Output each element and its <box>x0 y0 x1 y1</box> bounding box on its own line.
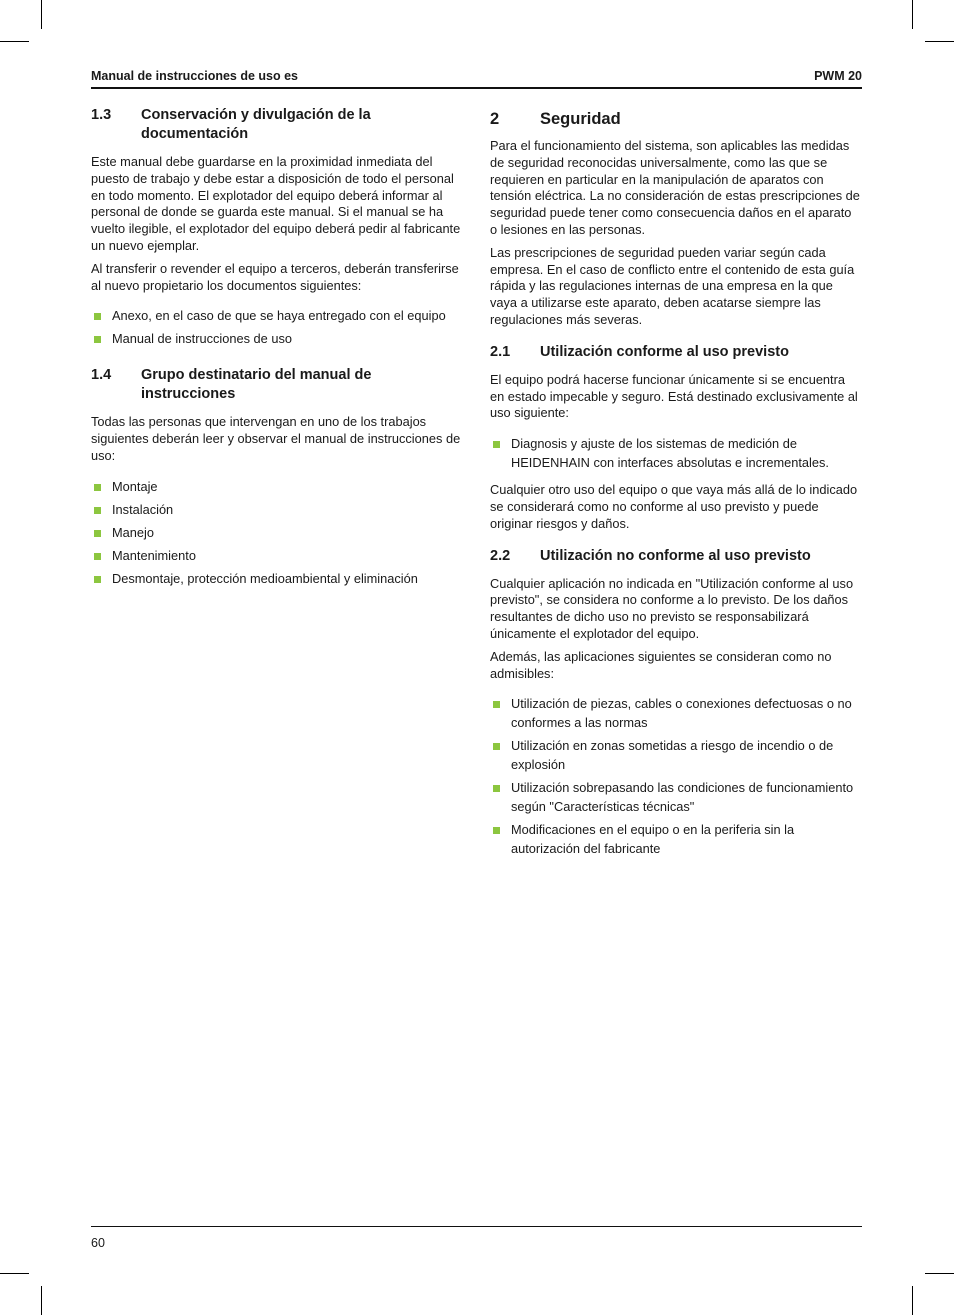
list-item <box>490 778 862 816</box>
footer-rule <box>91 1226 862 1227</box>
list-item <box>91 569 466 588</box>
section-number: 2 <box>490 110 500 128</box>
section-number: 1.4 <box>91 367 112 384</box>
paragraph: Todas las personas que intervengan en uno de los trabajos siguientes deberán leer y observar el manual de instrucciones de uso: <box>91 414 461 463</box>
paragraph: Al transferir o revender el equipo a terceros, deberán transferirse al nuevo propietario los documentos siguientes: <box>91 260 459 293</box>
product-name: PWM 20 <box>814 69 862 83</box>
square-bullet-icon <box>493 827 500 834</box>
list-item-text: Desmontaje, protección medioambiental y eliminación <box>112 570 418 586</box>
list-item-text: Manejo <box>112 524 154 540</box>
page-header <box>91 69 862 83</box>
crop-mark <box>912 1286 913 1315</box>
list-item <box>91 477 466 496</box>
square-bullet-icon <box>94 313 101 320</box>
section-title: Grupo destinatario del manual de instrucciones <box>141 367 372 403</box>
section-heading-2 <box>490 109 862 129</box>
crop-mark <box>0 41 29 42</box>
bullet-list <box>91 306 466 348</box>
list-item <box>490 736 862 774</box>
section-heading-1-3 <box>91 106 466 144</box>
bullet-list <box>490 694 862 858</box>
crop-mark <box>925 1273 954 1274</box>
list-item-text: Anexo, en el caso de que se haya entregado con el equipo <box>112 308 446 324</box>
list-item-text: Utilización de piezas, cables o conexiones defectuosas o no conformes a las normas <box>511 696 852 731</box>
crop-mark <box>912 0 913 29</box>
square-bullet-icon <box>94 530 101 537</box>
section-title: Seguridad <box>540 110 621 128</box>
list-item <box>91 546 466 565</box>
section-heading-2-2 <box>490 547 862 566</box>
manual-title: Manual de instrucciones de uso es <box>91 69 299 83</box>
square-bullet-icon <box>493 701 500 708</box>
square-bullet-icon <box>94 553 101 560</box>
paragraph: Cualquier aplicación no indicada en "Utilización conforme al uso previsto", se considera no conforme a lo previsto. De los daños resultantes de dicho uso no previsto se responsabilizará únicamente el explotador del equipo. <box>490 575 854 641</box>
page-number: 60 <box>91 1236 105 1250</box>
crop-mark <box>0 1273 29 1274</box>
square-bullet-icon <box>94 507 101 514</box>
paragraph: Las prescripciones de seguridad pueden variar según cada empresa. En el caso de conflicto entre el contenido de esta guía rápida y las regulaciones internas de una empresa en la que vaya a utilizarse este aparato, deben acatarse siempre las regulaciones más severas. <box>490 244 855 327</box>
list-item <box>91 523 466 542</box>
crop-mark <box>41 0 42 29</box>
list-item-text: Utilización en zonas sometidas a riesgo de incendio o de explosión <box>511 738 834 773</box>
list-item <box>91 329 466 348</box>
section-title: Conservación y divulgación de la documentación <box>141 107 371 142</box>
paragraph: Además, las aplicaciones siguientes se consideran como no admisibles: <box>490 648 832 681</box>
list-item-text: Instalación <box>112 501 174 517</box>
section-title: Utilización conforme al uso previsto <box>540 343 789 360</box>
list-item <box>490 694 862 732</box>
left-column <box>91 106 466 606</box>
paragraph: Este manual debe guardarse en la proximidad inmediata del puesto de trabajo y debe estar a disposición de todo el personal en todo momento. El explotador del equipo deberá informar al personal de donde se guarda este manual. Si el manual se ha vuelto ilegible, el explotador del equipo deberá pedir al fabricante un nuevo ejemplar. <box>91 154 461 253</box>
section-number: 2.2 <box>490 547 511 564</box>
list-item-text: Utilización sobrepasando las condiciones de funcionamiento según "Características técnicas" <box>511 780 854 815</box>
list-item-text: Montaje <box>112 478 158 494</box>
section-number: 2.1 <box>490 343 511 360</box>
list-item-text: Modificaciones en el equipo o en la periferia sin la autorización del fabricante <box>511 822 795 857</box>
square-bullet-icon <box>94 576 101 583</box>
crop-mark <box>925 41 954 42</box>
paragraph: Cualquier otro uso del equipo o que vaya más allá de lo indicado se considerará como no conforme al uso previsto y puede originar riesgos y daños. <box>490 482 858 531</box>
list-item <box>490 434 862 472</box>
list-item-text: Mantenimiento <box>112 547 196 563</box>
list-item <box>91 306 466 325</box>
bullet-list <box>91 477 466 588</box>
section-heading-2-1 <box>490 343 862 362</box>
list-item-text: Manual de instrucciones de uso <box>112 331 292 347</box>
square-bullet-icon <box>94 484 101 491</box>
square-bullet-icon <box>493 743 500 750</box>
square-bullet-icon <box>493 441 500 448</box>
header-rule <box>91 87 862 89</box>
list-item-text: Diagnosis y ajuste de los sistemas de medición de HEIDENHAIN con interfaces absolutas e incrementales. <box>511 436 829 471</box>
section-heading-1-4 <box>91 366 466 404</box>
section-title: Utilización no conforme al uso previsto <box>540 547 811 564</box>
crop-mark <box>41 1286 42 1315</box>
paragraph: El equipo podrá hacerse funcionar únicamente si se encuentra en estado impecable y seguro. Está destinado exclusivamente al uso siguiente: <box>490 371 858 421</box>
section-number: 1.3 <box>91 107 112 123</box>
square-bullet-icon <box>94 336 101 343</box>
list-item <box>91 500 466 519</box>
paragraph: Para el funcionamiento del sistema, son aplicables las medidas de seguridad reconocidas universalmente, como las que se requieren en particular en la manipulación de aparatos con tensión eléctrica. La no consideración de estas prescripciones de seguridad puede tener como consecuencia daños en el aparato o lesiones en las personas. <box>490 138 860 237</box>
right-column <box>490 106 862 876</box>
list-item <box>490 820 862 858</box>
square-bullet-icon <box>493 785 500 792</box>
bullet-list <box>490 434 862 472</box>
